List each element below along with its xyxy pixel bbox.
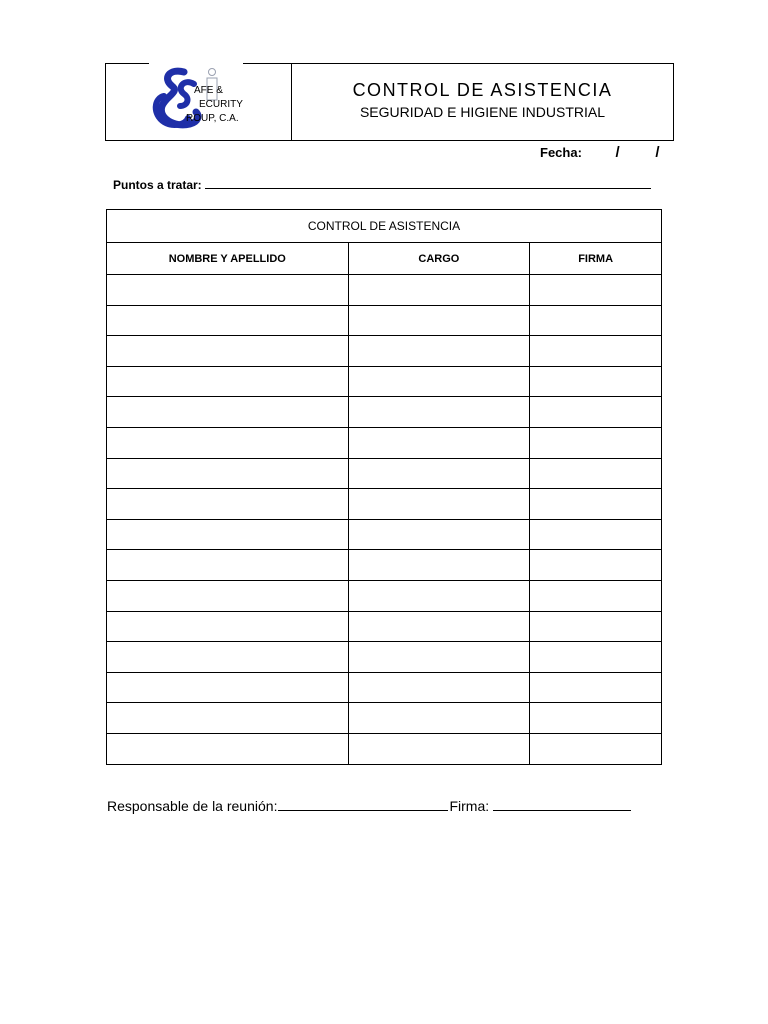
topics-field xyxy=(113,176,651,192)
title-cell xyxy=(292,64,673,140)
document-subtitle: SEGURIDAD E HIGIENE INDUSTRIAL xyxy=(359,104,606,120)
position-cell[interactable] xyxy=(348,458,530,489)
position-cell[interactable] xyxy=(348,733,530,764)
signature-cell[interactable] xyxy=(530,733,662,764)
table-row xyxy=(107,427,662,458)
name-cell[interactable] xyxy=(107,305,349,336)
logo-text-line-1: AFE & xyxy=(194,85,223,96)
date-separator-1: / xyxy=(615,144,620,161)
position-cell[interactable] xyxy=(348,275,530,306)
table-row xyxy=(107,580,662,611)
signature-blank-line[interactable] xyxy=(493,796,631,811)
topics-blank-line[interactable] xyxy=(205,176,651,189)
attendance-table xyxy=(106,209,662,765)
name-cell[interactable] xyxy=(107,458,349,489)
position-cell[interactable] xyxy=(348,336,530,367)
position-cell[interactable] xyxy=(348,427,530,458)
name-cell[interactable] xyxy=(107,580,349,611)
position-cell[interactable] xyxy=(348,580,530,611)
date-separator-2: / xyxy=(655,144,660,161)
responsible-label: Responsable de la reunión: xyxy=(107,798,278,814)
name-cell[interactable] xyxy=(107,275,349,306)
signature-cell[interactable] xyxy=(530,336,662,367)
position-cell[interactable] xyxy=(348,611,530,642)
signature-cell[interactable] xyxy=(530,275,662,306)
logo-text-line-2: ECURITY xyxy=(199,99,243,110)
signature-cell[interactable] xyxy=(530,427,662,458)
table-caption: CONTROL DE ASISTENCIA xyxy=(107,210,662,243)
name-cell[interactable] xyxy=(107,366,349,397)
topics-label: Puntos a tratar: xyxy=(113,178,202,192)
position-cell[interactable] xyxy=(348,672,530,703)
signature-cell[interactable] xyxy=(530,366,662,397)
signature-cell[interactable] xyxy=(530,580,662,611)
table-row xyxy=(107,642,662,673)
logo-text-line-3: ROUP, C.A. xyxy=(186,113,239,124)
position-cell[interactable] xyxy=(348,550,530,581)
responsible-blank-line[interactable] xyxy=(278,796,448,811)
position-cell[interactable] xyxy=(348,703,530,734)
table-row xyxy=(107,275,662,306)
position-cell[interactable] xyxy=(348,489,530,520)
name-cell[interactable] xyxy=(107,519,349,550)
table-row xyxy=(107,733,662,764)
table-row xyxy=(107,550,662,581)
signature-cell[interactable] xyxy=(530,703,662,734)
position-cell[interactable] xyxy=(348,642,530,673)
name-cell[interactable] xyxy=(107,733,349,764)
table-row xyxy=(107,672,662,703)
document-header xyxy=(105,63,674,141)
signature-cell[interactable] xyxy=(530,642,662,673)
footer-signature-line xyxy=(107,796,631,814)
signature-cell[interactable] xyxy=(530,458,662,489)
table-row xyxy=(107,336,662,367)
signature-cell[interactable] xyxy=(530,397,662,428)
position-cell[interactable] xyxy=(348,305,530,336)
table-row xyxy=(107,611,662,642)
name-cell[interactable] xyxy=(107,336,349,367)
signature-cell[interactable] xyxy=(530,305,662,336)
column-header-signature: FIRMA xyxy=(530,243,662,275)
name-cell[interactable] xyxy=(107,550,349,581)
table-row xyxy=(107,305,662,336)
name-cell[interactable] xyxy=(107,611,349,642)
name-cell[interactable] xyxy=(107,489,349,520)
name-cell[interactable] xyxy=(107,427,349,458)
position-cell[interactable] xyxy=(348,397,530,428)
table-row xyxy=(107,458,662,489)
column-header-position: CARGO xyxy=(348,243,530,275)
document-title: CONTROL DE ASISTENCIA xyxy=(352,80,613,100)
name-cell[interactable] xyxy=(107,672,349,703)
table-row xyxy=(107,489,662,520)
signature-cell[interactable] xyxy=(530,672,662,703)
table-row xyxy=(107,703,662,734)
table-row xyxy=(107,366,662,397)
column-header-name: NOMBRE Y APELLIDO xyxy=(107,243,349,275)
signature-cell[interactable] xyxy=(530,611,662,642)
signature-cell[interactable] xyxy=(530,489,662,520)
date-label: Fecha: xyxy=(540,145,582,160)
position-cell[interactable] xyxy=(348,366,530,397)
logo-cell xyxy=(106,64,292,140)
name-cell[interactable] xyxy=(107,642,349,673)
signature-label: Firma: xyxy=(449,798,490,814)
signature-cell[interactable] xyxy=(530,550,662,581)
position-cell[interactable] xyxy=(348,519,530,550)
table-row xyxy=(107,519,662,550)
signature-cell[interactable] xyxy=(530,519,662,550)
date-field xyxy=(540,144,660,161)
name-cell[interactable] xyxy=(107,703,349,734)
name-cell[interactable] xyxy=(107,397,349,428)
table-row xyxy=(107,397,662,428)
